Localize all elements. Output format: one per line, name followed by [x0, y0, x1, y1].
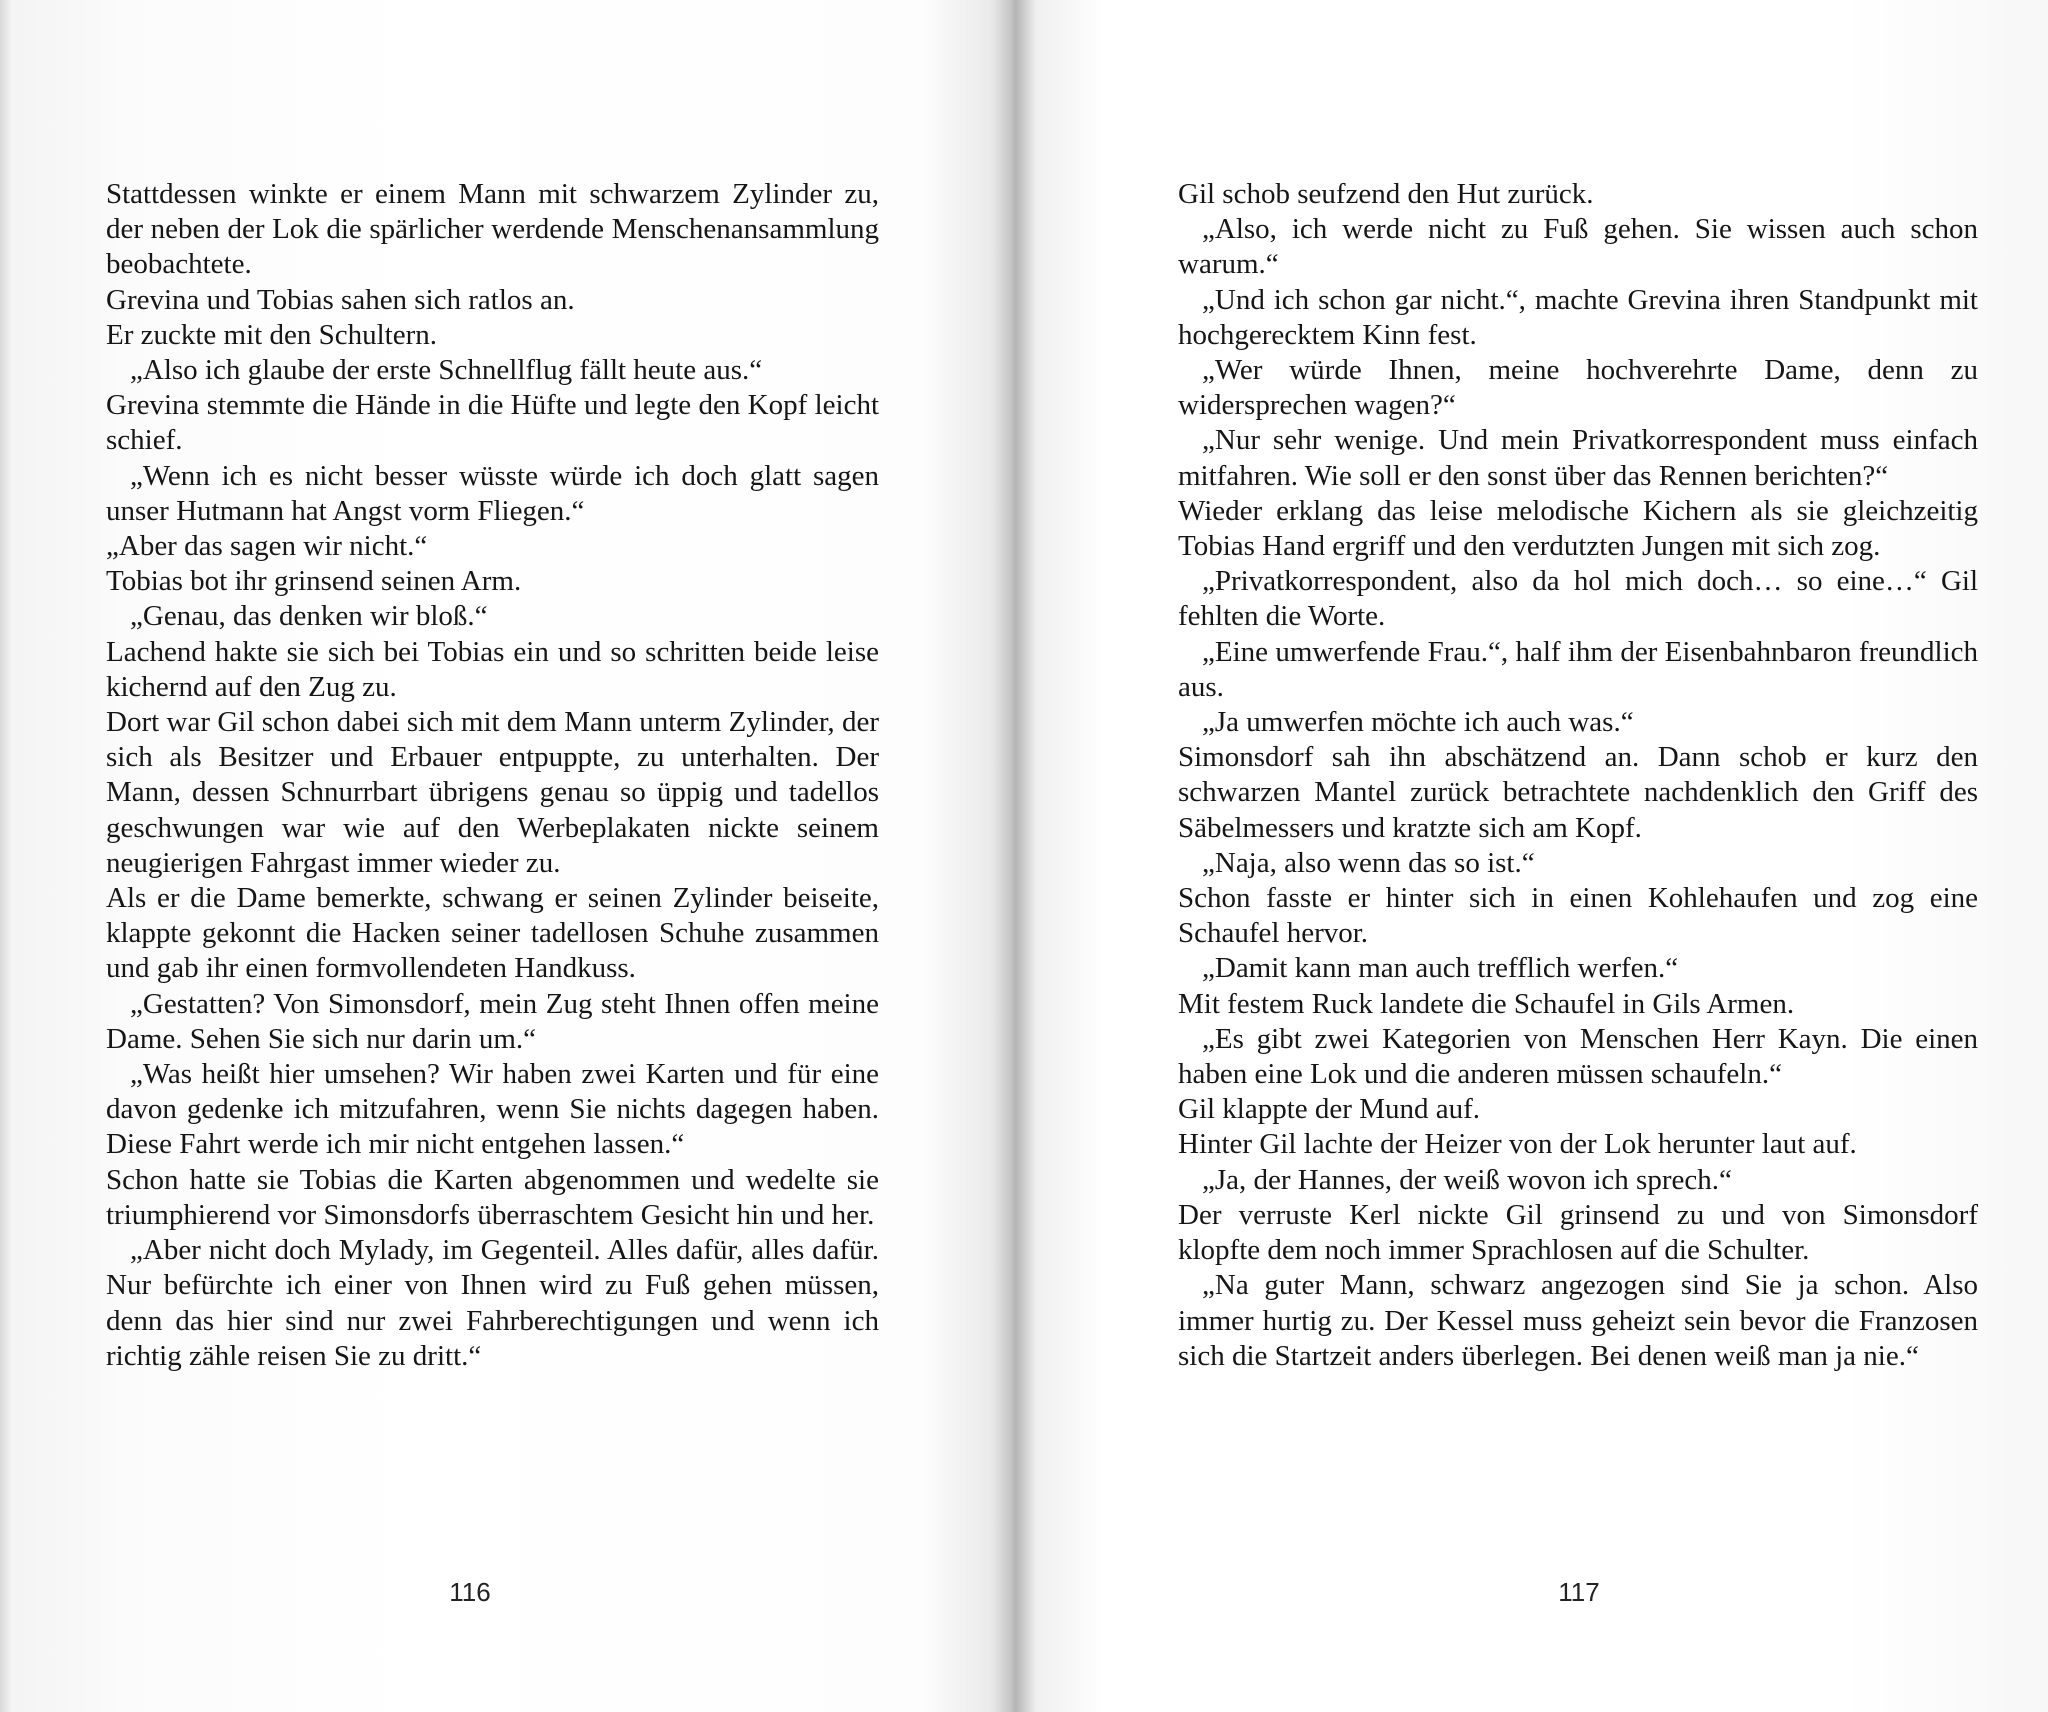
paragraph: „Aber das sagen wir nicht.“ [106, 530, 428, 563]
right-page [1030, 0, 2048, 1712]
left-page [0, 0, 1010, 1712]
left-page-number: 116 [449, 1577, 491, 1607]
paragraph: Grevina stemmte die Hände in die Hüfte und legte den Kopf leicht schief. [106, 389, 879, 457]
paragraph: „Was heißt hier umsehen? Wir haben zwei Karten und für eine davon gedenke ich mitzufahren, wenn Sie nichts dagegen haben. Diese Fahrt werde ich mir nicht entgehen lassen.“ [106, 1058, 879, 1161]
paragraph: „Privatkorrespondent, also da hol mich doch… so eine…“ Gil fehlten die Worte. [1178, 565, 1978, 633]
paragraph: „Es gibt zwei Kategorien von Menschen Herr Kayn. Die einen haben eine Lok und die anderen müssen schaufeln.“ [1178, 1022, 1978, 1091]
paragraph: „Nur sehr wenige. Und mein Privatkorrespondent muss einfach mitfahren. Wie soll er den sonst über das Rennen berichten?“ [1178, 424, 1978, 492]
paragraph: Schon fasste er hinter sich in einen Kohlehaufen und zog eine Schaufel hervor. [1178, 882, 1978, 950]
paragraph: „Und ich schon gar nicht.“, machte Grevina ihren Standpunkt mit hochgerecktem Kinn fest. [1178, 283, 1978, 351]
paragraph: Grevina und Tobias sahen sich ratlos an. [106, 283, 575, 316]
paragraph: Mit festem Ruck landete die Schaufel in Gils Armen. [1178, 987, 1795, 1020]
paragraph: Lachend hakte sie sich bei Tobias ein und so schritten beide leise kichernd auf den Zug zu. [106, 635, 879, 703]
paragraph: Gil schob seufzend den Hut zurück. [1178, 178, 1594, 210]
paragraph: Simonsdorf sah ihn abschätzend an. Dann schob er kurz den schwarzen Mantel zurück betrachtete nachdenklich den Griff des Säbelmessers und kratzte sich am Kopf. [1178, 741, 1978, 844]
paragraph: „Genau, das denken wir bloß.“ [130, 600, 488, 633]
paragraph: „Wenn ich es nicht besser wüsste würde ich doch glatt sagen unser Hutmann hat Angst vorm Fliegen.“ [106, 459, 879, 527]
paragraph: „Damit kann man auch trefflich werfen.“ [1202, 952, 1679, 985]
paragraph: „Aber nicht doch Mylady, im Gegenteil. Alles dafür, alles dafür. Nur befürchte ich einer von Ihnen wird zu Fuß gehen müssen, denn das hier sind nur zwei Fahrberechtigungen und wenn ich richtig zähle reisen Sie zu dritt.“ [106, 1234, 879, 1372]
paragraph: „Na guter Mann, schwarz angezogen sind Sie ja schon. Also immer hurtig zu. Der Kessel muss geheizt sein bevor die Franzosen sich die Startzeit anders überlegen. Bei denen weiß man ja nie.“ [1178, 1269, 1978, 1372]
paragraph: Gil klappte der Mund auf. [1178, 1093, 1481, 1126]
paragraph: Dort war Gil schon dabei sich mit dem Mann unterm Zylinder, der sich als Besitzer und Erbauer entpuppte, zu unterhalten. Der Mann, dessen Schnurrbart übrigens genau so üppig und tadellos geschwungen war wie auf den Werbeplakaten nickte seinem neugierigen Fahrgast immer wieder zu. [106, 706, 879, 879]
paragraph: „Ja, der Hannes, der weiß wovon ich sprech.“ [1202, 1163, 1732, 1196]
paragraph: „Also, ich werde nicht zu Fuß gehen. Sie wissen auch schon warum.“ [1178, 213, 1978, 281]
paragraph: „Eine umwerfende Frau.“, half ihm der Eisenbahnbaron freundlich aus. [1178, 635, 1978, 703]
paragraph: Als er die Dame bemerkte, schwang er seinen Zylinder beiseite, klappte gekonnt die Hacken seiner tadellosen Schuhe zusammen und gab ihr einen formvollendeten Handkuss. [106, 882, 879, 985]
paragraph: Er zuckte mit den Schultern. [106, 318, 437, 351]
paragraph: Wieder erklang das leise melodische Kichern als sie gleichzeitig Tobias Hand ergriff und den verdutzten Jungen mit sich zog. [1178, 494, 1978, 563]
paragraph: Stattdessen winkte er einem Mann mit schwarzem Zylinder zu, der neben der Lok die spärlicher werdende Menschenansammlung beobachtete. [106, 178, 879, 281]
right-page-text [1178, 177, 1978, 1374]
paragraph: „Ja umwerfen möchte ich auch was.“ [1202, 706, 1634, 739]
paragraph: Tobias bot ihr grinsend seinen Arm. [106, 565, 522, 598]
paragraph: Der verruste Kerl nickte Gil grinsend zu und von Simonsdorf klopfte dem noch immer Sprachlosen auf die Schulter. [1178, 1198, 1978, 1267]
paragraph: „Naja, also wenn das so ist.“ [1202, 846, 1535, 879]
left-page-text [106, 177, 879, 1374]
paragraph: „Wer würde Ihnen, meine hochverehrte Dame, denn zu widersprechen wagen?“ [1178, 354, 1978, 422]
paragraph: Schon hatte sie Tobias die Karten abgenommen und wedelte sie triumphierend vor Simonsdorfs überraschtem Gesicht hin und her. [106, 1163, 879, 1231]
paragraph: „Gestatten? Von Simonsdorf, mein Zug steht Ihnen offen meine Dame. Sehen Sie sich nur darin um.“ [106, 987, 879, 1055]
right-page-number: 117 [1558, 1577, 1600, 1607]
paragraph: Hinter Gil lachte der Heizer von der Lok herunter laut auf. [1178, 1128, 1857, 1161]
paragraph: „Also ich glaube der erste Schnellflug fällt heute aus.“ [130, 354, 763, 387]
